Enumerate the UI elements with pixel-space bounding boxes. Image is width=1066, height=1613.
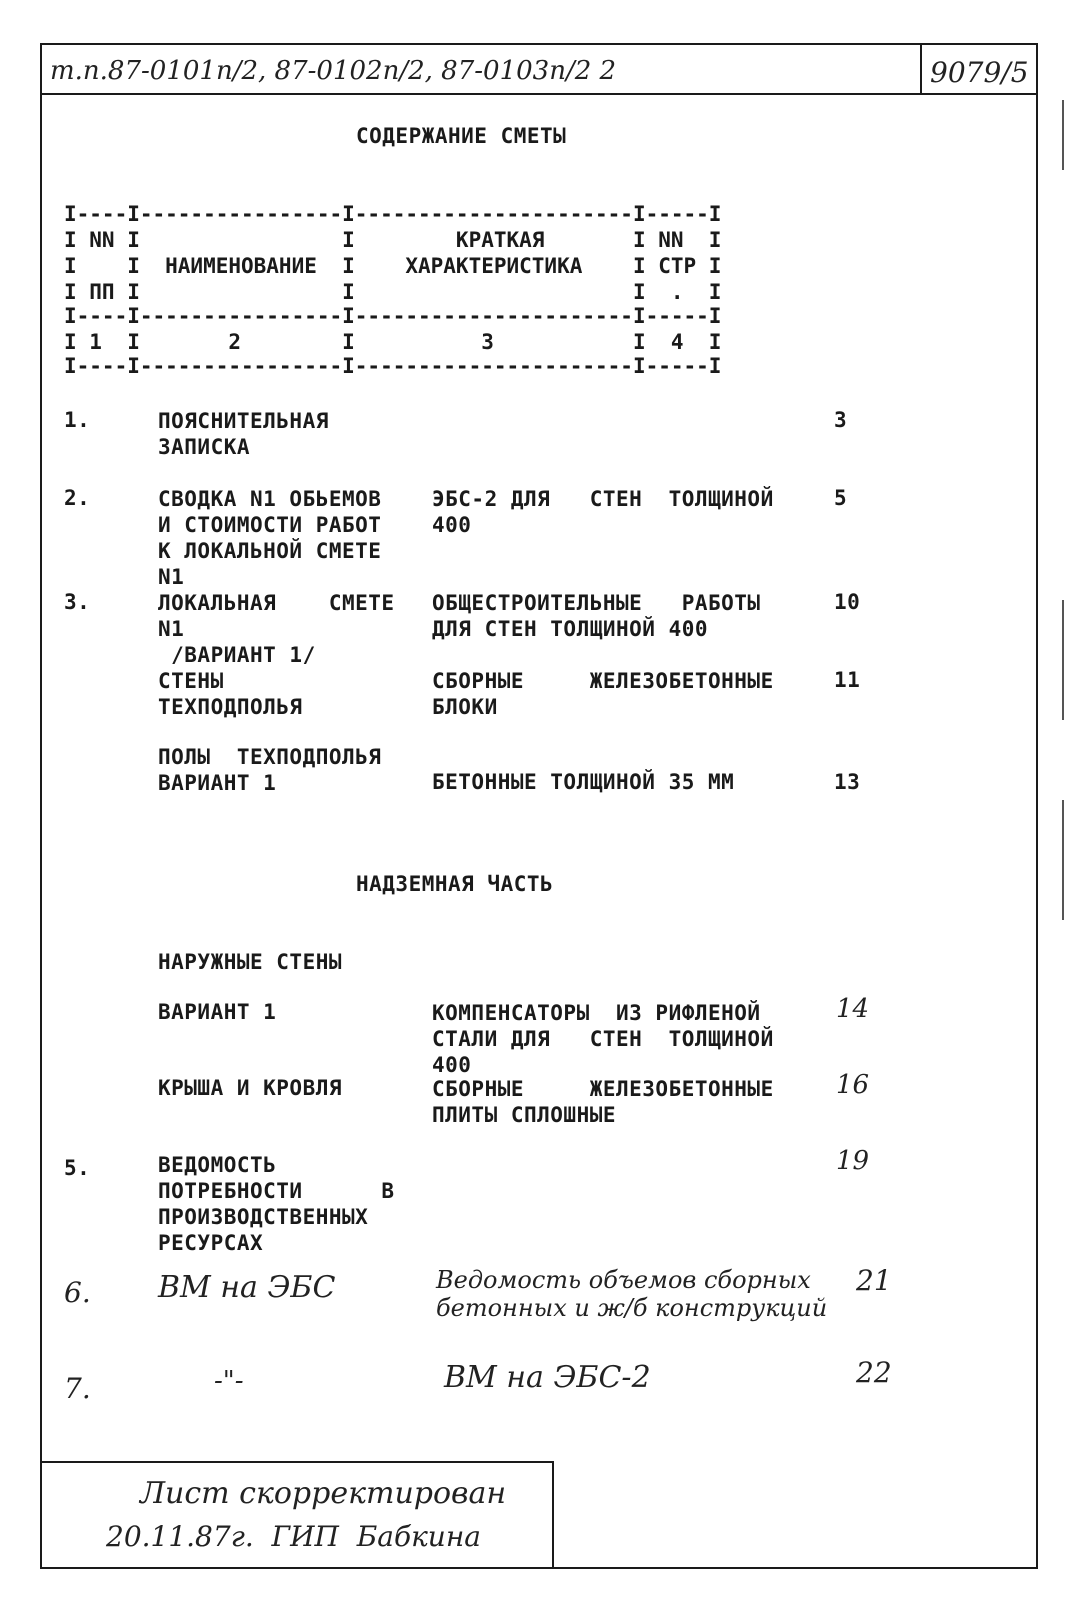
row-page: 21 <box>856 1264 892 1297</box>
row-name-line: N1 <box>158 617 185 641</box>
row-name <box>158 1152 395 1256</box>
row-name: ВМ на ЭБС <box>158 1270 336 1305</box>
row-name-line: РЕСУРСАХ <box>158 1231 264 1255</box>
row-name-line: ЛОКАЛЬНАЯ СМЕТЕ <box>158 591 395 615</box>
row-name-line: ПОЛЫ ТЕХПОДПОЛЬЯ <box>158 745 382 769</box>
row-name-line: ЗАПИСКА <box>158 435 251 459</box>
row-desc <box>432 1000 774 1078</box>
row-desc-line: СТАЛИ ДЛЯ СТЕН ТОЛЩИНОЙ <box>432 1027 774 1051</box>
row-name-line: СТЕНЫ <box>158 669 224 693</box>
row-name <box>158 408 329 460</box>
row-name: ВАРИАНТ 1 <box>158 1000 277 1024</box>
row-page: 13 <box>834 770 861 794</box>
row-desc <box>432 486 774 538</box>
table-header-line: I----I----------------I----------------------I-----I <box>64 202 722 226</box>
row-desc-line: Ведомость объемов сборных <box>436 1266 811 1294</box>
row-name-line: /ВАРИАНТ 1/ <box>158 643 316 667</box>
document-title: СОДЕРЖАНИЕ СМЕТЫ <box>356 124 567 148</box>
row-desc-line: БЛОКИ <box>432 695 498 719</box>
row-name: -"- <box>214 1366 244 1396</box>
stamp-line-1: Лист скорректирован <box>140 1476 507 1511</box>
table-header-line: I NN I I КРАТКАЯ I NN I <box>64 228 722 252</box>
row-name-line: N1 <box>158 565 185 589</box>
section-heading: НАДЗЕМНАЯ ЧАСТЬ <box>356 872 554 896</box>
scan-edge-mark <box>1062 100 1064 170</box>
row-name-line: К ЛОКАЛЬНОЙ СМЕТЕ <box>158 539 382 563</box>
row-name-line: ПОТРЕБНОСТИ В <box>158 1179 395 1203</box>
row-page: 3 <box>834 408 848 432</box>
row-desc-line: КОМПЕНСАТОРЫ ИЗ РИФЛЕНОЙ <box>432 1001 761 1025</box>
row-page: 22 <box>856 1356 892 1389</box>
scan-edge-mark <box>1062 800 1064 920</box>
row-page: 5 <box>834 486 848 510</box>
row-name-line: ВЕДОМОСТЬ <box>158 1153 277 1177</box>
row-name-line: ТЕХПОДПОЛЬЯ <box>158 695 303 719</box>
subsection-heading: НАРУЖНЫЕ СТЕНЫ <box>158 950 343 974</box>
row-name-line: И СТОИМОСТИ РАБОТ <box>158 513 382 537</box>
row-desc-line: СБОРНЫЕ ЖЕЛЕЗОБЕТОННЫЕ <box>432 669 774 693</box>
table-header-line: I ПП I I I . I <box>64 280 722 304</box>
row-page: 19 <box>836 1146 870 1176</box>
row-page: 14 <box>836 994 870 1024</box>
row-number: 2. <box>64 486 91 510</box>
row-number: 7. <box>64 1372 91 1405</box>
row-name <box>158 668 303 720</box>
row-desc: ВМ на ЭБС-2 <box>444 1360 651 1395</box>
row-desc-line: 400 <box>432 1053 472 1077</box>
row-desc: БЕТОННЫЕ ТОЛЩИНОЙ 35 ММ <box>432 770 735 794</box>
table-header-line: I I НАИМЕНОВАНИЕ I ХАРАКТЕРИСТИКА I СТР I <box>64 254 722 278</box>
row-desc-line: ДЛЯ СТЕН ТОЛЩИНОЙ 400 <box>432 617 709 641</box>
row-page: 16 <box>836 1070 870 1100</box>
row-name: КРЫША И КРОВЛЯ <box>158 1076 343 1100</box>
row-desc <box>432 668 774 720</box>
table-header-line: I----I----------------I----------------------I-----I <box>64 354 722 378</box>
row-number: 5. <box>64 1156 91 1180</box>
row-name <box>158 590 395 668</box>
header-code: т.п.87-0101п/2, 87-0102п/2, 87-0103п/2 2 <box>50 56 617 86</box>
header-divider <box>920 45 922 93</box>
row-number: 3. <box>64 590 91 614</box>
row-desc <box>436 1266 827 1322</box>
row-number: 1. <box>64 408 91 432</box>
scan-edge-mark <box>1062 600 1064 720</box>
row-desc-line: ОБЩЕСТРОИТЕЛЬНЫЕ РАБОТЫ <box>432 591 761 615</box>
row-desc-line: 400 <box>432 513 472 537</box>
row-name-line: СВОДКА N1 ОБЬЕМОВ <box>158 487 382 511</box>
header-rule <box>42 93 1036 95</box>
row-page: 11 <box>834 668 861 692</box>
row-name-line: ВАРИАНТ 1 <box>158 771 277 795</box>
row-page: 10 <box>834 590 861 614</box>
header-number: 9079/5 <box>930 56 1029 89</box>
row-desc <box>432 590 761 642</box>
table-header-line: I----I----------------I----------------------I-----I <box>64 304 722 328</box>
row-desc <box>432 1076 774 1128</box>
row-desc-line: ЭБС-2 ДЛЯ СТЕН ТОЛЩИНОЙ <box>432 487 774 511</box>
row-name-line: ПРОИЗВОДСТВЕННЫХ <box>158 1205 369 1229</box>
row-desc-line: СБОРНЫЕ ЖЕЛЕЗОБЕТОННЫЕ <box>432 1077 774 1101</box>
row-desc-line: бетонных и ж/б конструкций <box>436 1294 828 1322</box>
row-name <box>158 744 381 796</box>
row-number: 6. <box>64 1276 91 1309</box>
stamp-line-2: 20.11.87г. ГИП Бабкина <box>106 1520 481 1553</box>
table-header-line: I 1 I 2 I 3 I 4 I <box>64 330 722 354</box>
row-name-line: ПОЯСНИТЕЛЬНАЯ <box>158 409 329 433</box>
row-desc-line: ПЛИТЫ СПЛОШНЫЕ <box>432 1103 617 1127</box>
row-name <box>158 486 381 590</box>
